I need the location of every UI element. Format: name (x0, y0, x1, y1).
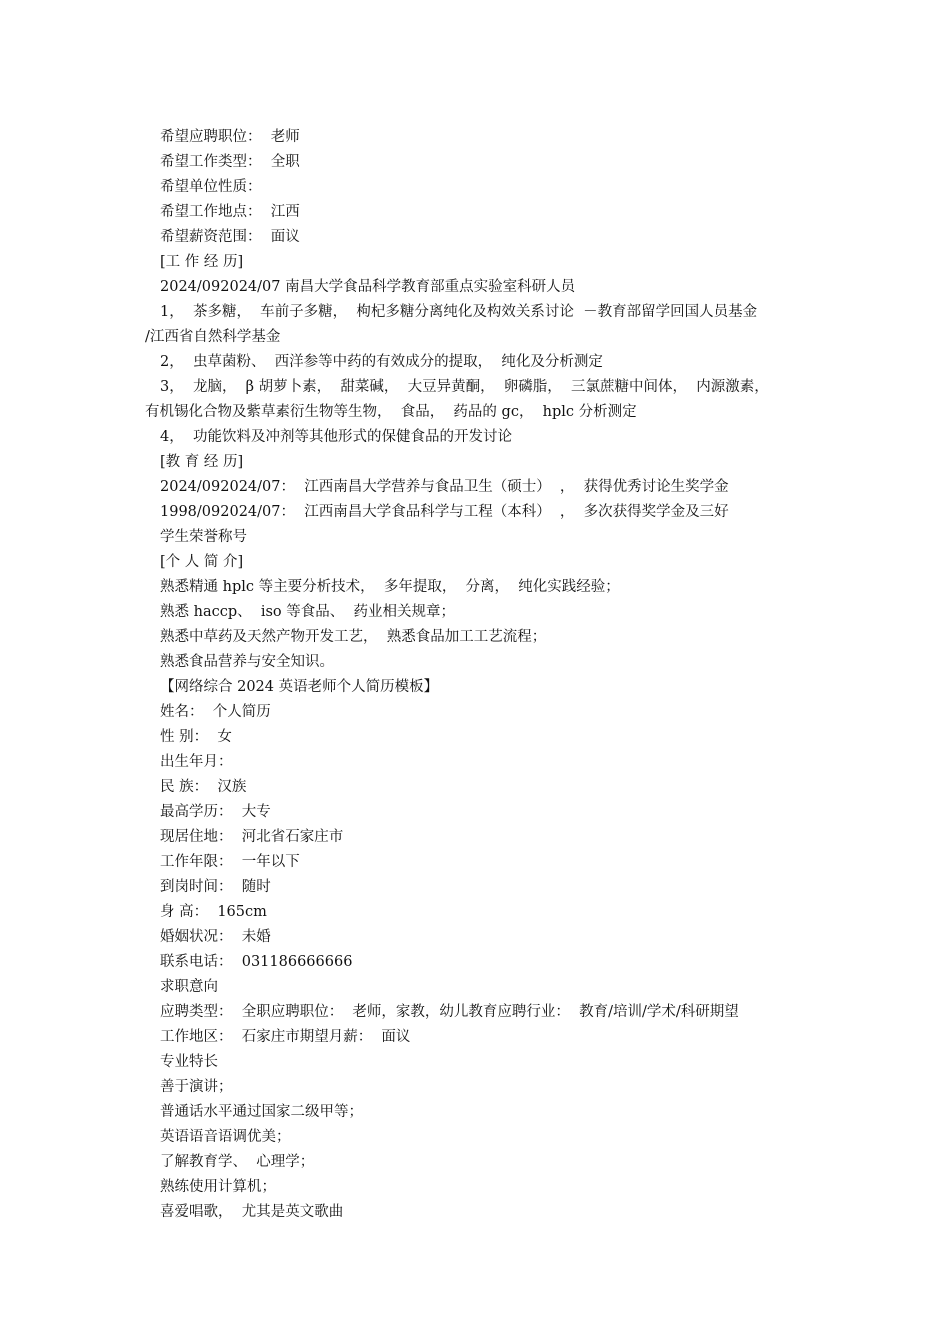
line-skill-4: 了解教育学、 心理学； (160, 1154, 315, 1170)
section-heading-skills: 专业特长 (160, 1054, 218, 1070)
title-resume-template: 【网络综合 2024 英语老师个人简历模板】 (160, 679, 439, 695)
line-name: 姓名： 个人简历 (160, 704, 271, 720)
line-residence: 现居住地： 河北省石家庄市 (160, 829, 344, 845)
line-work-item-3-cont: 有机锡化合物及紫草素衍生物等生物， 食品， 药品的 gc， hplc 分析测定 (145, 404, 637, 420)
section-heading-education: [教 育 经 历] (160, 454, 244, 470)
line-desired-salary: 希望薪资范围： 面议 (160, 229, 300, 245)
line-work-item-2: 2， 虫草菌粉、 西洋参等中药的有效成分的提取， 纯化及分析测定 (160, 354, 603, 370)
line-profile-3: 熟悉中草药及天然产物开发工艺， 熟悉食品加工工艺流程； (160, 629, 547, 645)
line-profile-2: 熟悉 haccp、 iso 等食品、 药业相关规章； (160, 604, 455, 620)
section-heading-work-experience: [工 作 经 历] (160, 254, 244, 270)
line-desired-location: 希望工作地点： 江西 (160, 204, 300, 220)
line-gender: 性 别： 女 (160, 729, 232, 745)
line-skill-2: 普通话水平通过国家二级甲等； (160, 1104, 363, 1120)
line-skill-6: 喜爱唱歌， 尤其是英文歌曲 (160, 1204, 344, 1220)
line-work-item-3: 3， 龙脑， β 胡萝卜素， 甜菜碱， 大豆异黄酮， 卵磷脂， 三氯蔗糖中间体， 内源激素， (160, 379, 769, 395)
line-birth-date: 出生年月： (160, 754, 233, 770)
line-skill-3: 英语语音语调优美； (160, 1129, 291, 1145)
line-ethnicity: 民 族： 汉族 (160, 779, 247, 795)
line-education-2: 1998/092024/07： 江西南昌大学食品科学与工程（本科） ， 多次获得奖学金及三好 (160, 504, 729, 520)
line-desired-employer-type: 希望单位性质： (160, 179, 262, 195)
line-skill-5: 熟练使用计算机； (160, 1179, 276, 1195)
line-profile-4: 熟悉食品营养与安全知识。 (160, 654, 334, 670)
line-work-item-1: 1， 茶多糖， 车前子多糖， 枸杞多糖分离纯化及构效关系讨论 －教育部留学回国人员基金 (160, 304, 758, 320)
line-marital-status: 婚姻状况： 未婚 (160, 929, 271, 945)
line-job-intention-1: 应聘类型： 全职应聘职位： 老师，家教，幼儿教育应聘行业： 教育/培训/学术/科研期望 (160, 1004, 739, 1020)
line-skill-1: 善于演讲； (160, 1079, 233, 1095)
line-education-2-cont: 学生荣誉称号 (160, 529, 247, 545)
line-work-item-1-cont: /江西省自然科学基金 (145, 329, 281, 345)
section-heading-profile: [个 人 简 介] (160, 554, 244, 570)
line-work-item-4: 4， 功能饮料及冲剂等其他形式的保健食品的开发讨论 (160, 429, 512, 445)
line-start-time: 到岗时间： 随时 (160, 879, 271, 895)
line-work-years: 工作年限： 一年以下 (160, 854, 300, 870)
line-phone: 联系电话： 031186666666 (160, 954, 353, 970)
line-work-entry: 2024/092024/07 南昌大学食品科学教育部重点实验室科研人员 (160, 279, 576, 295)
line-job-intention-2: 工作地区： 石家庄市期望月薪： 面议 (160, 1029, 411, 1045)
section-heading-job-intention: 求职意向 (160, 979, 218, 995)
line-education-1: 2024/092024/07： 江西南昌大学营养与食品卫生（硕士） ， 获得优秀讨论生奖学金 (160, 479, 729, 495)
line-desired-job-type: 希望工作类型： 全职 (160, 154, 300, 170)
line-profile-1: 熟悉精通 hplc 等主要分析技术， 多年提取， 分离， 纯化实践经验； (160, 579, 620, 595)
line-highest-degree: 最高学历： 大专 (160, 804, 271, 820)
line-height: 身 高： 165cm (160, 904, 267, 920)
line-desired-position: 希望应聘职位： 老师 (160, 129, 300, 145)
